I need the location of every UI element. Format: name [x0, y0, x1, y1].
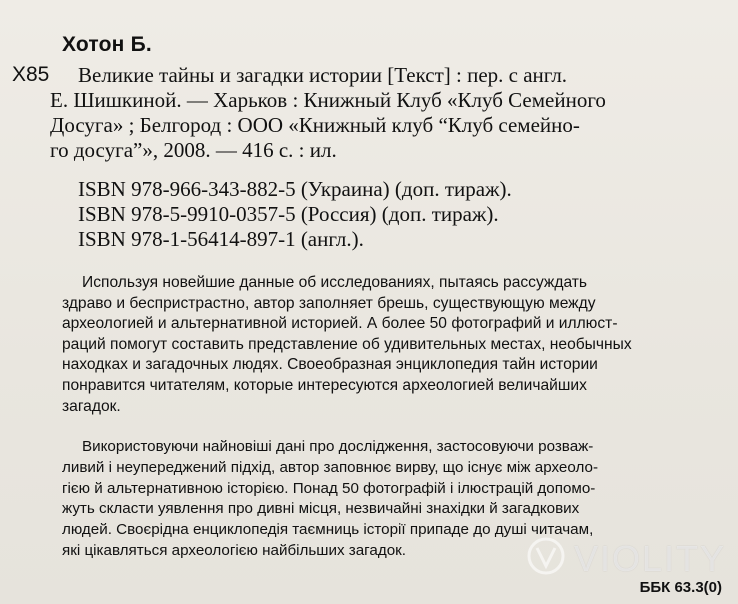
annotation-ukrainian	[62, 437, 734, 562]
annotation-line: здраво и беспристрастно, автор заполняет брешь, существующую между	[62, 294, 596, 312]
annotation-line: находках и загадочных людях. Своеобразная энциклопедия тайн истории	[62, 356, 598, 374]
author-name: Хотон Б.	[62, 33, 152, 56]
annotation-line: археологией и альтернативной историей. А более 50 фотографий и иллюст-	[62, 315, 618, 333]
annotation-line: жуть скласти уявлення про дивні місця, незвичайні знахідки й загадкових	[62, 500, 580, 518]
biblio-line: го досуга”», 2008. — 416 с. : ил.	[50, 138, 337, 162]
isbn-list	[78, 177, 512, 252]
annotation-line: Используя новейшие данные об исследованиях, пытаясь рассуждать	[82, 274, 588, 291]
bibliographic-description	[50, 63, 730, 163]
annotation-russian	[62, 273, 734, 417]
annotation-line: Використовуючи найновіші дані про дослідження, застосовуючи розваж-	[82, 438, 594, 455]
annotation-line: раций помогут составить представление об удивительных местах, необычных	[62, 335, 632, 353]
biblio-line: Е. Шишкиной. — Харьков : Книжный Клуб «Клуб Семейного	[50, 88, 606, 112]
isbn-line: ISBN 978-966-343-882-5 (Украина) (доп. тираж).	[78, 177, 512, 201]
annotation-line: гією й альтернативною історією. Понад 50 фотографій і ілюстрацій допомо-	[62, 479, 596, 497]
biblio-line: Досуга» ; Белгород : ООО «Книжный клуб “Клуб семейно-	[50, 113, 580, 137]
annotation-line: людей. Своєрідна енциклопедія таємниць історії припаде до душі читачам,	[62, 521, 594, 539]
call-code: Х85	[12, 63, 50, 86]
isbn-line: ISBN 978-5-9910-0357-5 (Россия) (доп. тираж).	[78, 202, 499, 226]
bbk-code: ББК 63.3(0)	[639, 579, 722, 596]
isbn-line: ISBN 978-1-56414-897-1 (англ.).	[78, 227, 364, 251]
annotation-line: загадок.	[62, 397, 121, 415]
annotation-line: понравится читателям, которые интересуются археологией величайших	[62, 376, 587, 394]
watermark-text: VIOLITY	[574, 538, 727, 579]
annotation-line: ливий і неупереджений підхід, автор заповнює вирву, що існує між археоло-	[62, 458, 599, 476]
biblio-line: Великие тайны и загадки истории [Текст] : пер. с англ.	[78, 63, 568, 87]
annotation-line: які цікавляться археологією найбільших загадок.	[62, 541, 407, 559]
